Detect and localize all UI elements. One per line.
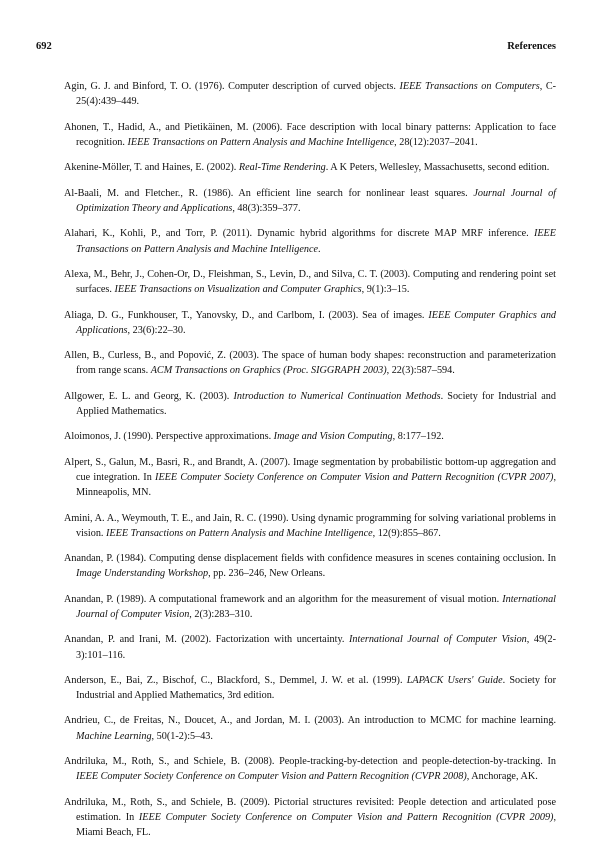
reference-text: Allgower, E. L. and Georg, K. (2003). [64, 390, 234, 402]
reference-source: Journal Journal of Optimization Theory and Applications [76, 187, 556, 214]
reference-text: Akenine-Möller, T. and Haines, E. (2002). [64, 162, 239, 174]
reference-details: , pp. 236–246, New Orleans. [208, 568, 326, 580]
reference-details: , 49(2-3):101–116. [76, 634, 556, 661]
reference-entry [64, 795, 556, 841]
reference-text: Aliaga, D. G., Funkhouser, T., Yanovsky, D., and Carlbom, I. (2003). Sea of images. [64, 309, 429, 321]
reference-text: Andriluka, M., Roth, S., and Schiele, B. (2008). People-tracking-by-detection and people-detection-by-tracking. In [64, 756, 556, 768]
reference-details: , Anchorage, AK. [466, 771, 538, 783]
reference-text: Alexa, M., Behr, J., Cohen-Or, D., Fleishman, S., Levin, D., and Silva, C. T. (2003). Computing and rendering point set surfaces. [64, 268, 556, 296]
reference-text: Alahari, K., Kohli, P., and Torr, P. (2011). Dynamic hybrid algorithms for discrete MAP MRF inference. [64, 228, 534, 240]
reference-source: Image and Vision Computing [273, 431, 393, 443]
reference-source: LAPACK Users' Guide [406, 674, 503, 686]
reference-text: Agin, G. J. and Binford, T. O. (1976). Computer description of curved objects. [64, 81, 400, 93]
reference-entry [64, 754, 556, 784]
reference-entry [64, 455, 556, 501]
reference-details: , 48(3):359–377. [232, 202, 301, 214]
reference-details: , 8:177–192. [392, 431, 444, 443]
reference-text: Allen, B., Curless, B., and Popović, Z. (2003). The space of human body shapes: reconstruction and parameterization from range scans. [64, 350, 556, 377]
reference-entry [64, 429, 556, 444]
reference-entry [64, 160, 556, 175]
reference-details: , 22(3):587–594. [386, 365, 455, 377]
reference-text: Ahonen, T., Hadid, A., and Pietikäinen, M. (2006). Face description with local binary patterns: Application to face recognition. [64, 121, 556, 148]
reference-text: Alpert, S., Galun, M., Basri, R., and Brandt, A. (2007). Image segmentation by probabilistic bottom-up aggregation and cue integration. In [64, 456, 556, 483]
reference-text: Andrieu, C., de Freitas, N., Doucet, A., and Jordan, M. I. (2003). An introduction to MCMC for machine learning. [64, 715, 556, 727]
reference-source: IEEE Computer Society Conference on Computer Vision and Pattern Recognition (CVPR 2008) [76, 771, 467, 783]
reference-entry [64, 632, 556, 662]
reference-entry [64, 592, 556, 622]
reference-details: , Minneapolis, MN. [76, 471, 556, 499]
reference-source: IEEE Computer Society Conference on Computer Vision and Pattern Recognition (CVPR 2009) [138, 811, 554, 823]
reference-source: Introduction to Numerical Continuation Methods [233, 390, 441, 402]
reference-source: Machine Learning [76, 730, 152, 742]
reference-text: Anandan, P. (1989). A computational framework and an algorithm for the measurement of visual motion. [64, 593, 503, 605]
reference-source: IEEE Computer Society Conference on Computer Vision and Pattern Recognition (CVPR 2007) [155, 471, 554, 483]
reference-source: IEEE Computer Graphics and Applications [76, 309, 557, 336]
reference-details: , 12(9):855–867. [372, 527, 441, 539]
reference-text: Aloimonos, J. (1990). Perspective approximations. [64, 431, 274, 443]
reference-source: IEEE Transactions on Pattern Analysis and Machine Intelligence [127, 136, 395, 148]
reference-source: IEEE Transactions on Computers [399, 81, 540, 93]
reference-source: IEEE Transactions on Pattern Analysis and Machine Intelligence [76, 228, 556, 255]
reference-entry [64, 551, 556, 581]
reference-entry [64, 308, 556, 338]
reference-details: , Miami Beach, FL. [76, 811, 556, 839]
reference-source: Real-Time Rendering [238, 162, 326, 174]
reference-details: , C-25(4):439–449. [76, 81, 556, 108]
reference-source: International Journal of Computer Vision [76, 593, 556, 620]
reference-entry [64, 389, 556, 419]
page-header [36, 41, 556, 55]
reference-entry [64, 186, 556, 216]
reference-details: . Society for Industrial and Applied Mathematics. [76, 390, 556, 417]
reference-entry [64, 79, 556, 109]
reference-details: . [318, 243, 321, 255]
reference-entry [64, 348, 556, 378]
reference-details: , 28(12):2037–2041. [394, 136, 478, 148]
reference-source: IEEE Transactions on Pattern Analysis and Machine Intelligence [106, 527, 373, 539]
reference-entry [64, 267, 556, 297]
reference-details: , 2(3):283–310. [189, 608, 253, 620]
reference-text: Anderson, E., Bai, Z., Bischof, C., Blackford, S., Demmel, J. W. et al. (1999). [64, 674, 407, 686]
reference-details: , 50(1-2):5–43. [151, 730, 213, 742]
reference-entry [64, 511, 556, 541]
reference-list [64, 69, 556, 845]
reference-entry [64, 120, 556, 150]
reference-details: . Society for Industrial and Applied Mathematics, 3rd edition. [76, 674, 556, 702]
reference-entry [64, 226, 556, 256]
reference-text: Anandan, P. (1984). Computing dense displacement fields with confidence measures in scenes containing occlusion. In [64, 553, 556, 565]
reference-source: Image Understanding Workshop [76, 568, 209, 580]
reference-details: . A K Peters, Wellesley, Massachusetts, second edition. [325, 162, 550, 174]
reference-details: , 9(1):3–15. [361, 284, 410, 296]
reference-entry [64, 713, 556, 743]
running-title: References [507, 41, 556, 52]
reference-entry [64, 673, 556, 703]
page-number: 692 [36, 41, 52, 52]
reference-text: Andriluka, M., Roth, S., and Schiele, B. (2009). Pictorial structures revisited: People detection and articulated pose estimation. In [64, 796, 556, 823]
reference-source: ACM Transactions on Graphics (Proc. SIGGRAPH 2003) [150, 365, 387, 377]
reference-source: International Journal of Computer Vision [349, 634, 527, 646]
reference-details: , 23(6):22–30. [127, 324, 186, 336]
reference-text: Anandan, P. and Irani, M. (2002). Factorization with uncertainty. [64, 634, 350, 646]
reference-source: IEEE Transactions on Visualization and Computer Graphics [114, 284, 362, 296]
reference-text: Amini, A. A., Weymouth, T. E., and Jain, R. C. (1990). Using dynamic programming for solving variational problems in vision. [64, 512, 556, 539]
reference-text: Al-Baali, M. and Fletcher., R. (1986). An efficient line search for nonlinear least squares. [64, 187, 474, 199]
